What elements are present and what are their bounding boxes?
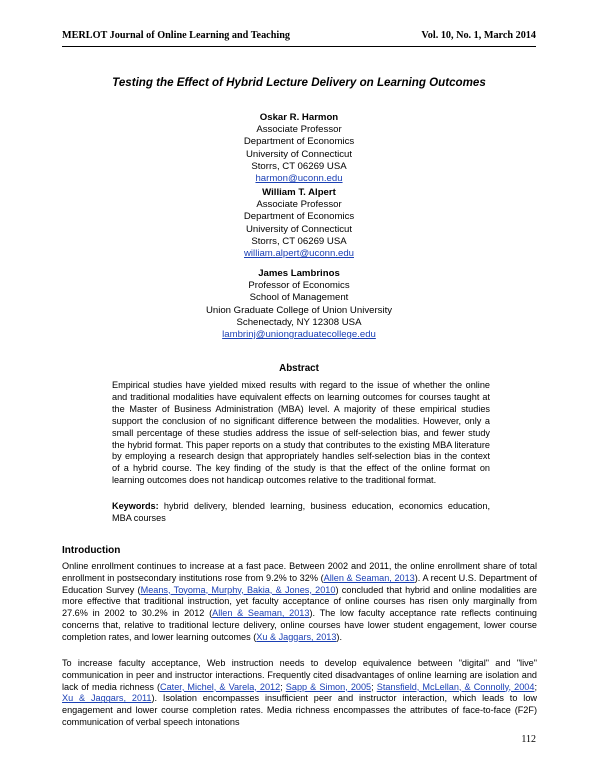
citation-link[interactable]: Sapp & Simon, 2005 — [285, 681, 372, 692]
paper-title: Testing the Effect of Hybrid Lecture Delivery on Learning Outcomes — [112, 76, 486, 89]
abstract-heading: Abstract — [279, 363, 319, 374]
citation-link[interactable]: Allen & Seaman, 2013 — [212, 608, 310, 619]
running-header — [62, 30, 536, 41]
citation-link[interactable]: Means, Toyoma, Murphy, Bakia, & Jones, 2010 — [140, 584, 336, 595]
keywords-text: hybrid delivery, blended learning, business education, economics education, MBA courses — [112, 501, 490, 523]
paragraph-text: ; — [534, 681, 537, 692]
citation-link[interactable]: Cater, Michel, & Varela, 2012 — [160, 681, 281, 692]
citation-link[interactable]: Xu & Jaggars, 2013 — [256, 631, 337, 642]
author-email-link[interactable]: william.alpert@uconn.edu — [244, 248, 354, 260]
paragraph-text: ). The low faculty acceptance rate reflects continuing concerns that, relative to traditional lecture delivery, online courses have lower student engagement, lower course completion rates, and lower learning outcomes ( — [62, 608, 537, 642]
keywords-label: Keywords: — [112, 501, 159, 511]
abstract-text: Empirical studies have yielded mixed results with regard to the issue of whether the online and traditional modalities have equivalent effects on learning outcomes for courses taught at the Master of Business Administration (MBA) level. A majority of these empirical studies support the conclusion of no significant difference between the modalities. However, only a small percentage of these studies address the issue of self-selection bias, and fewer study the hybrid format. This paper reports on a study that contributes to the existing MBA literature by employing a research design that appropriately handles self-selection bias in the context of a hybrid course. The key finding of the study is that the effect of the online format on learning outcomes does not handicap outcomes relative to the traditional format. — [112, 380, 490, 486]
author-affiliation-line: Associate Professor — [256, 124, 342, 136]
author-affiliation-line: Union Graduate College of Union University — [205, 304, 393, 316]
author-affiliation-line: Department of Economics — [243, 136, 355, 148]
paragraph-text: Online enrollment continues to increase at a fast pace. Between 2002 and 2011, the online enrollment share of total enrollment in postsecondary institutions rose from 9.2% to 32% ( — [62, 561, 537, 583]
author-affiliation-line: Associate Professor — [256, 199, 342, 211]
author-name: Oskar R. Harmon — [259, 112, 339, 123]
paragraph-text: ). Isolation encompasses insufficient peer and instructor interaction, which leads to low engagement and lower course completion rates. Media richness encompasses the attributes of face-to-face (F2F) communication of verbal speech intonations — [62, 693, 537, 727]
author-affiliation-line: University of Connecticut — [245, 223, 353, 235]
author-affiliation-line: Professor of Economics — [248, 280, 350, 292]
paragraph-text: ). A recent U.S. Department of Education Survey ( — [62, 572, 537, 595]
page-number: 112 — [521, 734, 536, 745]
intro-paragraph-2 — [62, 658, 537, 729]
citation-link[interactable]: Allen & Seaman, 2013 — [323, 572, 415, 583]
header-rule — [62, 46, 536, 47]
author-email-link[interactable]: harmon@uconn.edu — [255, 173, 343, 185]
paragraph-text: ). — [336, 631, 342, 642]
paragraph-text: ; — [280, 681, 286, 692]
keywords — [112, 501, 490, 525]
author-affiliation-line: Storrs, CT 06269 USA — [251, 235, 347, 247]
author-block-3 — [62, 268, 536, 341]
paragraph-text: ; — [371, 681, 377, 692]
author-affiliation-line: Schenectady, NY 12308 USA — [236, 316, 362, 328]
citation-link[interactable]: Stansfield, McLellan, & Connolly, 2004 — [376, 681, 535, 692]
citation-link[interactable]: Xu & Jaggars, 2011 — [62, 693, 152, 704]
author-block-2 — [62, 187, 536, 260]
volume-info: Vol. 10, No. 1, March 2014 — [421, 30, 536, 41]
paragraph-text: ) concluded that hybrid and online modalities are more effective that traditional instruction, yet faculty acceptance of online courses has risen only marginally from 27.6% in 2002 to 30.2% in 2012 ( — [62, 584, 537, 619]
author-affiliation-line: University of Connecticut — [245, 148, 353, 160]
intro-paragraph-1 — [62, 561, 537, 644]
section-heading-introduction: Introduction — [62, 545, 121, 556]
author-name: William T. Alpert — [262, 187, 336, 198]
author-affiliation-line: School of Management — [249, 292, 349, 304]
author-block-1 — [62, 112, 536, 185]
author-affiliation-line: Storrs, CT 06269 USA — [251, 160, 347, 172]
journal-name: MERLOT Journal of Online Learning and Teaching — [62, 30, 290, 41]
author-affiliation-line: Department of Economics — [243, 211, 355, 223]
author-name: James Lambrinos — [258, 268, 340, 279]
paragraph-text: To increase faculty acceptance, Web instruction needs to develop equivalence between "digital" and "live" communication in peer and instructor interactions. Frequently cited disadvantages of online learning are isolation and lack of media richness ( — [62, 658, 537, 692]
author-email-link[interactable]: lambrinj@uniongraduatecollege.edu — [222, 329, 376, 341]
